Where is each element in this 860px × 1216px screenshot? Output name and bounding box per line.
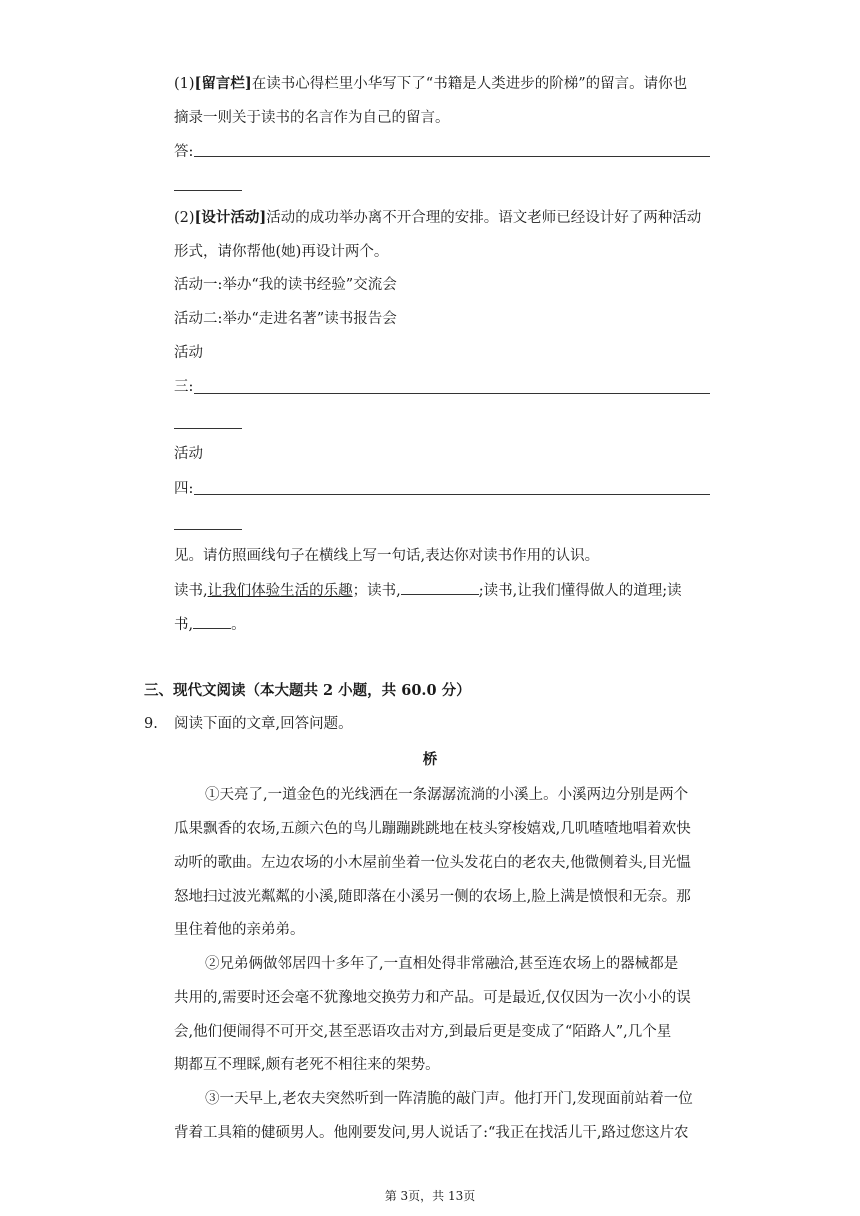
- activity-four-blank-cont[interactable]: [174, 529, 242, 530]
- q2-text: 活动的成功举办离不开合理的安排。语文老师已经设计好了两种活动: [266, 210, 702, 226]
- imitation-blank-1[interactable]: [401, 580, 479, 595]
- activity-four-prefix: 四:: [174, 481, 194, 497]
- answer-blank-1[interactable]: [194, 156, 710, 157]
- article-p1-line-2: 瓜果飘香的农场,五颜六色的鸟儿蹦蹦跳跳地在枝头穿梭嬉戏,几叽喳喳地唱着欢快: [174, 821, 691, 837]
- q3-text-e: 。: [231, 617, 246, 633]
- q2-tag: [设计活动]: [194, 209, 267, 226]
- q3-line-2: [174, 580, 724, 601]
- activity-one: 活动一:举办“我的读书经验”交流会: [174, 277, 397, 293]
- q1-line-2: 摘录一则关于读书的名言作为自己的留言。: [174, 110, 450, 126]
- activity-three-label: 活动: [174, 345, 203, 361]
- article-p3-line-2: 背着工具箱的健硕男人。他刚要发问,男人说话了:“我正在找活儿干,路过您这片农: [174, 1125, 689, 1141]
- q1-answer-line: [174, 142, 724, 162]
- article-p2-line-3: 会,他们便闹得不可开交,甚至恶语攻击对方,到最后更是变成了“陌路人”,几个星: [174, 1024, 672, 1040]
- q2-line-1: [174, 208, 724, 228]
- activity-three-prefix: 三:: [174, 379, 194, 395]
- article-p1-line-1: ①天亮了,一道金色的光线洒在一条潺潺流淌的小溪上。小溪两边分别是两个: [205, 787, 689, 803]
- article-p2-line-2: 共用的,需要时还会毫不犹豫地交换劳力和产品。可是最近,仅仅因为一次小小的误: [174, 990, 691, 1006]
- q1-label: (1): [174, 76, 195, 92]
- activity-three-blank[interactable]: [194, 393, 710, 394]
- q3-text-a: 读书,: [174, 583, 208, 599]
- article-p1-line-3: 动听的歌曲。左边农场的小木屋前坐着一位头发花白的老农夫,他微侧着头,目光愠: [174, 855, 691, 871]
- answer-label: 答:: [174, 144, 194, 160]
- q1-text: 在读书心得栏里小华写下了“书籍是人类进步的阶梯”的留言。请你也: [251, 76, 688, 92]
- q3-text-d: 书,: [174, 617, 194, 633]
- article-p1-line-5: 里住着他的亲弟弟。: [174, 922, 305, 938]
- q2-label: (2): [174, 210, 195, 226]
- q3-line-1: 见。请仿照画线句子在横线上写一句话,表达你对读书作用的认识。: [174, 548, 600, 564]
- activity-four-blank[interactable]: [194, 494, 710, 495]
- q3-text-c: ;读书,让我们懂得做人的道理;读: [478, 583, 682, 599]
- activity-four-label: 活动: [174, 446, 203, 462]
- question-number: 9.: [144, 716, 158, 732]
- q1-line-1: [174, 74, 724, 94]
- article-p2-line-4: 期都互不理睬,颇有老死不相往来的架势。: [174, 1057, 440, 1073]
- activity-two: 活动二:举办“走进名著”读书报告会: [174, 311, 397, 327]
- activity-three-blank-cont[interactable]: [174, 428, 242, 429]
- underlined-sentence: 让我们体验生活的乐趣: [207, 583, 353, 599]
- page-footer: 第 3页，共 13页: [384, 1189, 476, 1203]
- q3-text-b: ；读书,: [352, 583, 401, 599]
- section-title: 三、现代文阅读（本大题共 2 小题，共 60.0 分）: [144, 682, 471, 699]
- answer-blank-1-cont[interactable]: [174, 190, 242, 191]
- imitation-blank-2[interactable]: [193, 614, 231, 629]
- article-p1-line-4: 怒地扫过波光粼粼的小溪,随即落在小溪另一侧的农场上,脸上满是愤恨和无奈。那: [174, 889, 691, 905]
- article-p3-line-1: ③一天早上,老农夫突然听到一阵清脆的敲门声。他打开门,发现面前站着一位: [205, 1091, 693, 1107]
- article-p2-line-1: ②兄弟俩做邻居四十多年了,一直相处得非常融洽,甚至连农场上的器械都是: [205, 956, 679, 972]
- q3-line-3: [174, 614, 724, 635]
- question-prompt: 阅读下面的文章,回答问题。: [174, 716, 353, 732]
- q2-line-2: 形式，请你帮他(她)再设计两个。: [174, 244, 389, 260]
- article-title: 桥: [422, 751, 438, 768]
- q1-tag: [留言栏]: [194, 75, 252, 92]
